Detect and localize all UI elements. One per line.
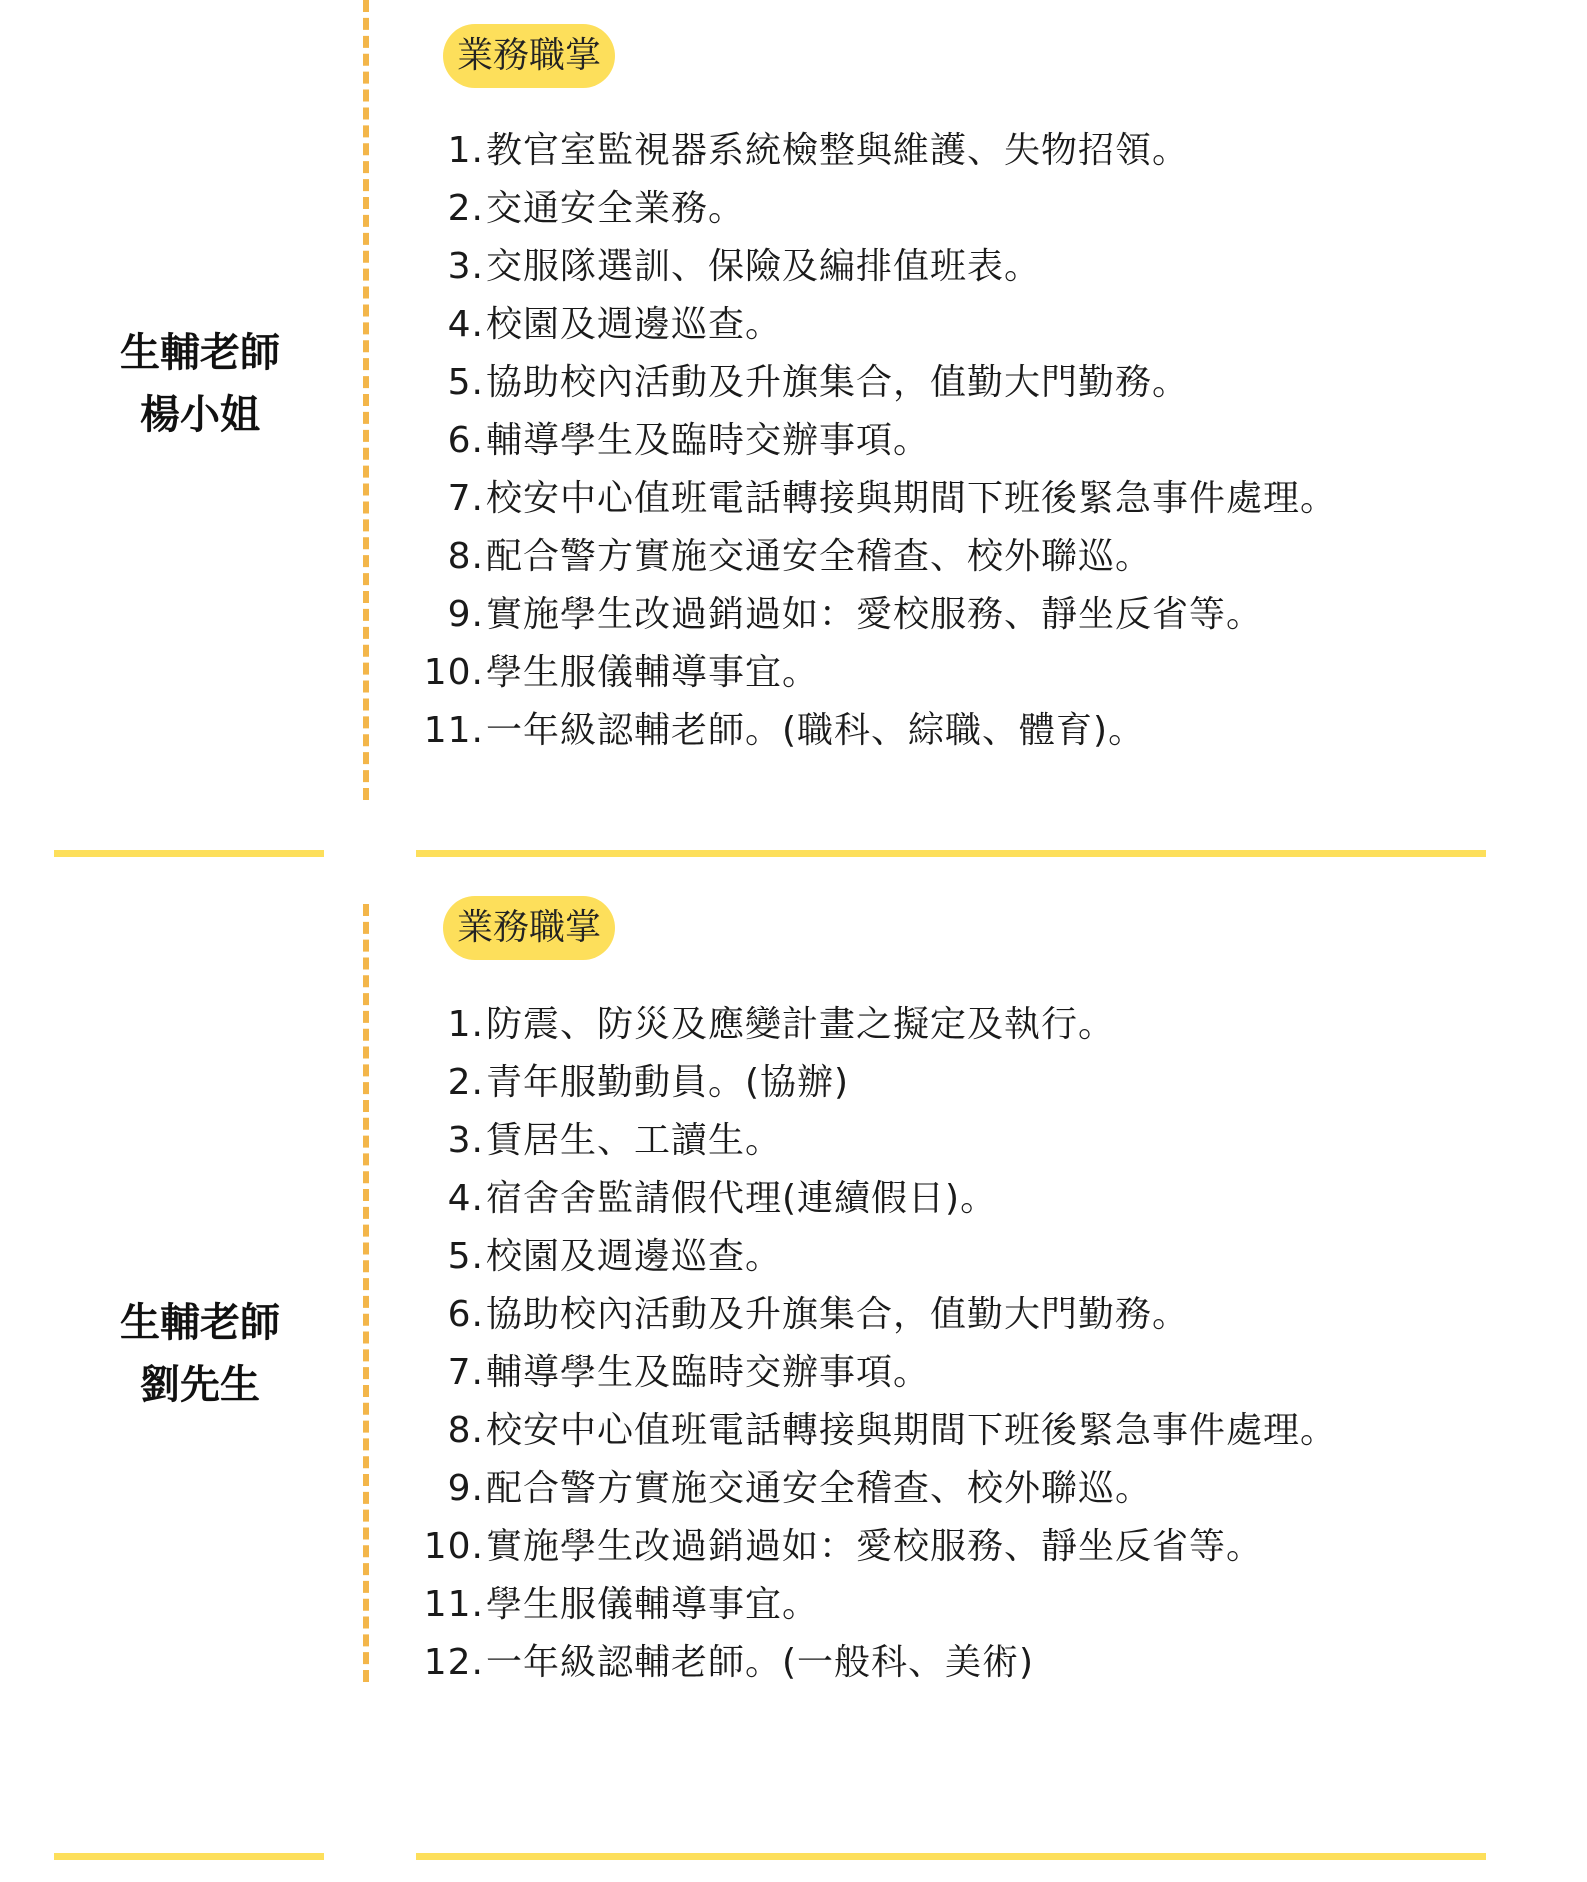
duty-number: 11. — [423, 1584, 484, 1625]
section-divider-right — [416, 1853, 1486, 1860]
duty-number: 10. — [423, 652, 484, 693]
duty-number: 9. — [447, 1468, 484, 1509]
duty-text: 教官室監視器系統檢整與維護、失物招領。 — [486, 130, 1190, 171]
duty-item — [400, 1112, 1337, 1170]
duty-item — [400, 586, 1337, 644]
duty-number: 8. — [447, 536, 484, 577]
duty-item — [400, 1576, 1337, 1634]
duty-text: 校園及週邊巡查。 — [486, 1236, 783, 1277]
staff-section-2 — [0, 860, 1587, 1882]
duty-text: 實施學生改過銷過如：愛校服務、靜坐反省等。 — [486, 594, 1264, 635]
duty-item — [400, 996, 1337, 1054]
vertical-dashed-divider — [363, 0, 369, 800]
duty-number: 10. — [423, 1526, 484, 1567]
teacher-label — [60, 1292, 340, 1416]
duty-item — [400, 122, 1337, 180]
duty-number: 6. — [447, 420, 484, 461]
duty-number: 4. — [447, 1178, 484, 1219]
duty-item — [400, 180, 1337, 238]
duty-item — [400, 1460, 1337, 1518]
duty-number: 2. — [447, 1062, 484, 1103]
duty-text: 宿舍舍監請假代理(連續假日)。 — [486, 1178, 998, 1219]
teacher-title: 生輔老師 — [120, 1300, 280, 1346]
duty-number: 12. — [423, 1642, 484, 1683]
duty-item — [400, 1286, 1337, 1344]
duty-item — [400, 470, 1337, 528]
duty-number: 1. — [447, 1004, 484, 1045]
duty-text: 輔導學生及臨時交辦事項。 — [486, 1352, 931, 1393]
duty-item — [400, 412, 1337, 470]
duty-text: 配合警方實施交通安全稽查、校外聯巡。 — [486, 1468, 1153, 1509]
duties-badge: 業務職掌 — [443, 24, 615, 88]
duty-item — [400, 1518, 1337, 1576]
teacher-label — [60, 322, 340, 446]
duty-text: 校園及週邊巡查。 — [486, 304, 783, 345]
duty-text: 協助校內活動及升旗集合，值勤大門勤務。 — [486, 362, 1190, 403]
duty-number: 4. — [447, 304, 484, 345]
staff-section-1 — [0, 0, 1587, 860]
duty-text: 配合警方實施交通安全稽查、校外聯巡。 — [486, 536, 1153, 577]
duty-item — [400, 644, 1337, 702]
duties-badge: 業務職掌 — [443, 896, 615, 960]
duty-item — [400, 296, 1337, 354]
duty-number: 6. — [447, 1294, 484, 1335]
duty-number: 9. — [447, 594, 484, 635]
duty-text: 實施學生改過銷過如：愛校服務、靜坐反省等。 — [486, 1526, 1264, 1567]
duty-text: 校安中心值班電話轉接與期間下班後緊急事件處理。 — [486, 1410, 1338, 1451]
duty-text: 校安中心值班電話轉接與期間下班後緊急事件處理。 — [486, 478, 1338, 519]
duty-number: 8. — [447, 1410, 484, 1451]
section-divider-left — [54, 1853, 324, 1860]
duty-item — [400, 1228, 1337, 1286]
duty-text: 協助校內活動及升旗集合，值勤大門勤務。 — [486, 1294, 1190, 1335]
duty-text: 一年級認輔老師。(一般科、美術) — [486, 1642, 1035, 1683]
duty-number: 3. — [447, 1120, 484, 1161]
vertical-dashed-divider — [363, 904, 369, 1682]
duty-number: 5. — [447, 362, 484, 403]
duty-text: 輔導學生及臨時交辦事項。 — [486, 420, 931, 461]
duty-text: 賃居生、工讀生。 — [486, 1120, 783, 1161]
duty-number: 7. — [447, 478, 484, 519]
teacher-title: 生輔老師 — [120, 330, 280, 376]
duty-item — [400, 238, 1337, 296]
duty-number: 5. — [447, 1236, 484, 1277]
duty-text: 學生服儀輔導事宜。 — [486, 652, 820, 693]
duty-item — [400, 1344, 1337, 1402]
duty-list — [400, 122, 1337, 760]
duty-item — [400, 528, 1337, 586]
duty-item — [400, 1402, 1337, 1460]
duty-text: 學生服儀輔導事宜。 — [486, 1584, 820, 1625]
duty-item — [400, 702, 1337, 760]
duty-text: 交通安全業務。 — [486, 188, 746, 229]
teacher-name: 劉先生 — [140, 1362, 260, 1408]
duty-number: 3. — [447, 246, 484, 287]
duty-text: 交服隊選訓、保險及編排值班表。 — [486, 246, 1042, 287]
duty-item — [400, 1054, 1337, 1112]
duty-text: 青年服勤動員。(協辦) — [486, 1062, 850, 1103]
duty-item — [400, 1634, 1337, 1692]
duty-number: 7. — [447, 1352, 484, 1393]
duty-number: 11. — [423, 710, 484, 751]
duty-text: 一年級認輔老師。(職科、綜職、體育)。 — [486, 710, 1146, 751]
duty-list — [400, 996, 1337, 1692]
duty-item — [400, 1170, 1337, 1228]
duty-number: 2. — [447, 188, 484, 229]
duty-text: 防震、防災及應變計畫之擬定及執行。 — [486, 1004, 1116, 1045]
section-divider-left — [54, 850, 324, 857]
section-divider-right — [416, 850, 1486, 857]
teacher-name: 楊小姐 — [140, 392, 260, 438]
duty-number: 1. — [447, 130, 484, 171]
duty-item — [400, 354, 1337, 412]
